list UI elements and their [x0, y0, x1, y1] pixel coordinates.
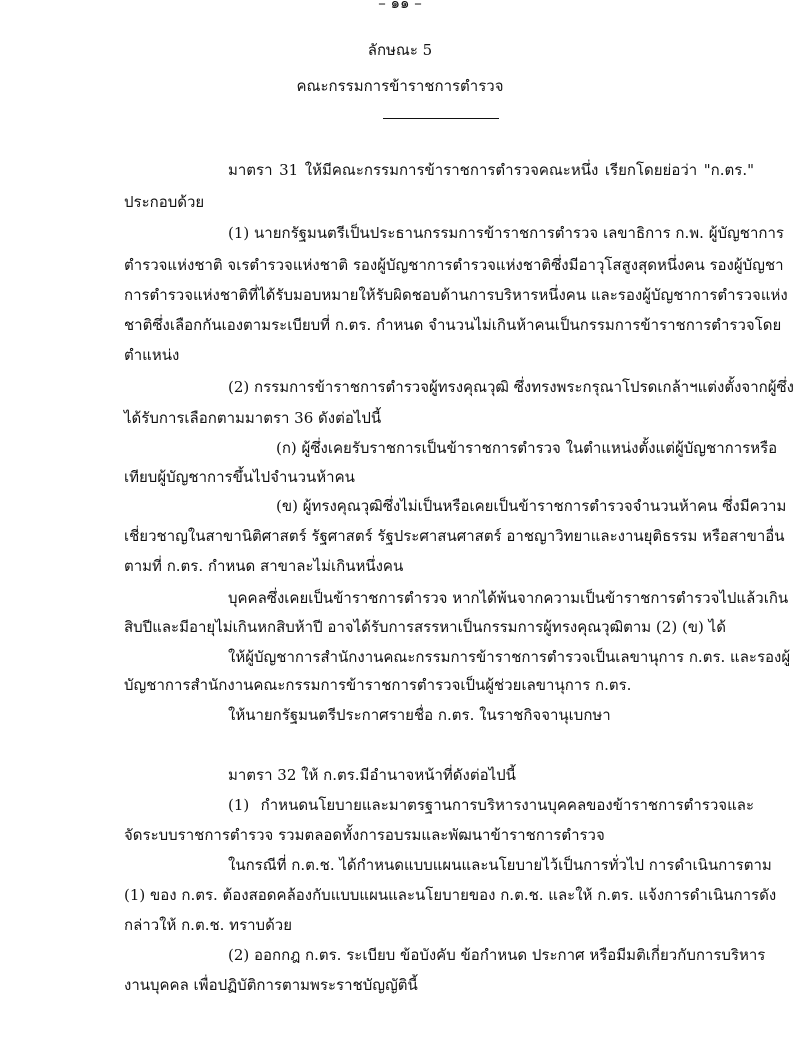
section-32-item-2-line-1: (2) ออกกฎ ก.ตร. ระเบียบ ข้อบังคับ ข้อกำหนด ประกาศ หรือมีมติเกี่ยวกับการบริหาร — [228, 946, 766, 964]
section-31-sub-a-line-2: เทียบผู้บัญชาการขึ้นไปจำนวนห้าคน — [124, 468, 355, 486]
section-31-item-1-line-4: ชาติซึ่งเลือกกันเองตามระเบียบที่ ก.ตร. กำหนด จำนวนไม่เกินห้าคนเป็นกรรมการข้าราชการตำรวจโดย — [124, 316, 782, 334]
title-underline — [383, 118, 499, 119]
section-31-sub-b-line-3: ตามที่ ก.ตร. กำหนด สาขาละไม่เกินหนึ่งคน — [124, 557, 404, 575]
section-31-line-1: มาตรา 31 ให้มีคณะกรรมการข้าราชการตำรวจคณะหนึ่ง เรียกโดยย่อว่า "ก.ตร." — [228, 161, 754, 179]
section-31-sub-b-line-1: (ข) ผู้ทรงคุณวุฒิซึ่งไม่เป็นหรือเคยเป็นข้าราชการตำรวจจำนวนห้าคน ซึ่งมีความ — [276, 497, 787, 515]
page-number: – ๑๑ – — [378, 0, 422, 12]
section-32-heading: มาตรา 32 ให้ ก.ตร.มีอำนาจหน้าที่ดังต่อไปนี้ — [228, 766, 516, 784]
section-31-item-1-line-2: ตำรวจแห่งชาติ จเรตำรวจแห่งชาติ รองผู้บัญชาการตำรวจแห่งชาติซึ่งมีอาวุโสสูงสุดหนึ่งคน รองผู้บัญชา — [124, 256, 784, 274]
chapter-title: ลักษณะ 5 — [367, 41, 433, 59]
section-31-secretary-line-2: บัญชาการสำนักงานคณะกรรมการข้าราชการตำรวจเป็นผู้ช่วยเลขานุการ ก.ตร. — [124, 676, 632, 694]
section-31-para-line-1: บุคคลซึ่งเคยเป็นข้าราชการตำรวจ หากได้พ้นจากความเป็นข้าราชการตำรวจไปแล้วเกิน — [228, 589, 789, 607]
section-32-item-1-line-2: จัดระบบราชการตำรวจ รวมตลอดทั้งการอบรมและพัฒนาข้าราชการตำรวจ — [124, 826, 605, 844]
section-31-item-2-line-2: ได้รับการเลือกตามมาตรา 36 ดังต่อไปนี้ — [124, 409, 382, 427]
section-31-line-2: ประกอบด้วย — [124, 193, 205, 211]
chapter-subtitle: คณะกรรมการข้าราชการตำรวจ — [296, 77, 504, 95]
section-31-item-1-line-1: (1) นายกรัฐมนตรีเป็นประธานกรรมการข้าราชการตำรวจ เลขาธิการ ก.พ. ผู้บัญชาการ — [228, 224, 784, 242]
section-32-item-1-line-1: (1) กำหนดนโยบายและมาตรฐานการบริหารงานบุคคลของข้าราชการตำรวจและ — [228, 796, 754, 814]
section-32-para-line-2: (1) ของ ก.ตร. ต้องสอดคล้องกับแบบแผนและนโยบายของ ก.ต.ช. และให้ ก.ตร. แจ้งการดำเนินการดัง — [124, 886, 777, 904]
section-31-item-2-line-1: (2) กรรมการข้าราชการตำรวจผู้ทรงคุณวุฒิ ซึ่งทรงพระกรุณาโปรดเกล้าฯแต่งตั้งจากผู้ซึ่ง — [228, 378, 795, 396]
section-31-sub-a-line-1: (ก) ผู้ซึ่งเคยรับราชการเป็นข้าราชการตำรวจ ในตำแหน่งตั้งแต่ผู้บัญชาการหรือ — [276, 439, 778, 457]
section-32-para-line-1: ในกรณีที่ ก.ต.ช. ได้กำหนดแบบแผนและนโยบายไว้เป็นการทั่วไป การดำเนินการตาม — [228, 856, 772, 874]
section-32-para-line-3: กล่าวให้ ก.ต.ช. ทราบด้วย — [124, 916, 293, 934]
section-32-item-2-line-2: งานบุคคล เพื่อปฏิบัติการตามพระราชบัญญัตินี้ — [124, 976, 418, 994]
section-31-announcement: ให้นายกรัฐมนตรีประกาศรายชื่อ ก.ตร. ในราชกิจจานุเบกษา — [228, 706, 611, 724]
section-31-sub-b-line-2: เชี่ยวชาญในสาขานิติศาสตร์ รัฐศาสตร์ รัฐประศาสนศาสตร์ อาชญาวิทยาและงานยุติธรรม หรือสาขาอื่น — [124, 527, 785, 545]
section-31-para-line-2: สิบปีและมีอายุไม่เกินหกสิบห้าปี อาจได้รับการสรรหาเป็นกรรมการผู้ทรงคุณวุฒิตาม (2) (ข) ได้ — [124, 618, 726, 636]
section-31-item-1-line-3: การตำรวจแห่งชาติที่ได้รับมอบหมายให้รับผิดชอบด้านการบริหารหนึ่งคน และรองผู้บัญชาการตำรวจแห่ง — [124, 286, 788, 304]
section-31-item-1-line-5: ตำแหน่ง — [124, 346, 180, 364]
section-31-secretary-line-1: ให้ผู้บัญชาการสำนักงานคณะกรรมการข้าราชการตำรวจเป็นเลขานุการ ก.ตร. และรองผู้ — [228, 648, 791, 666]
